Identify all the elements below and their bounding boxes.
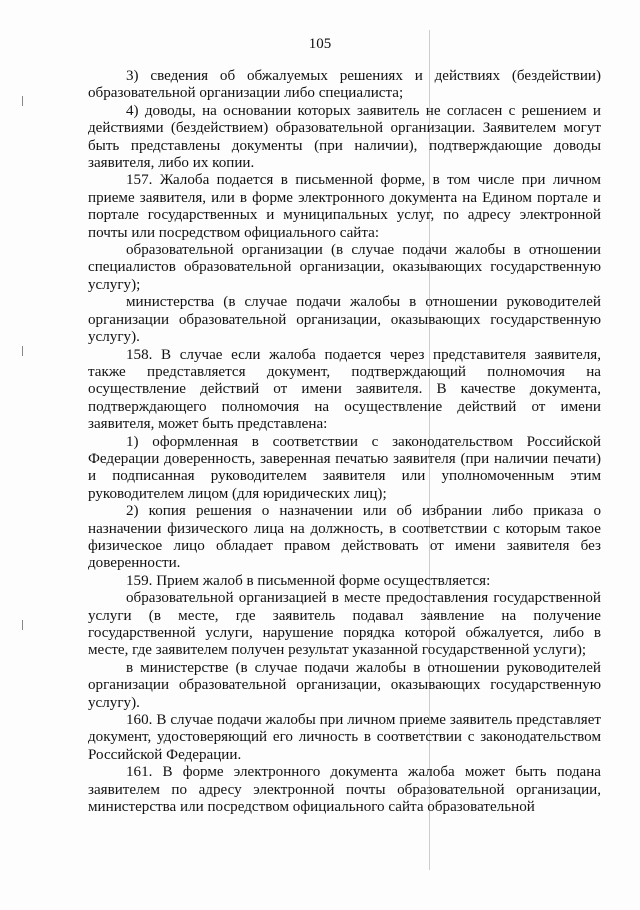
document-body: [88, 68, 601, 816]
paragraph-item-3: 3) сведения об обжалуемых решениях и действиях (бездействии) образовательной организации либо специалиста;: [88, 68, 601, 102]
paragraph-161: 161. В форме электронного документа жалоба может быть подана заявителем по адресу электронной почты образовательной организации, министерства или посредством официального сайта образовательной: [88, 764, 601, 816]
paragraph-159-ministry: в министерстве (в случае подачи жалобы в отношении руководителей организации образовательной организации, оказывающих государственную услугу).: [88, 659, 601, 711]
paragraph-158: 158. В случае если жалоба подается через представителя заявителя, также представляется документ, подтверждающий полномочия на осуществление действий от имени заявителя. В качестве документа, подтверждающего полномочия на осуществление действий от имени заявителя, может быть представлена:: [88, 346, 601, 433]
paragraph-159-org: образовательной организацией в месте предоставления государственной услуги (в месте, где заявитель подавал заявление на получение государственной услуги, нарушение порядка которой обжалуется, либо в месте, где заявителем получен результат указанной государственной услуги);: [88, 590, 601, 659]
paragraph-item-4: 4) доводы, на основании которых заявитель не согласен с решением и действиями (бездействием) образовательной организации. Заявителем могут быть представлены документы (при наличии), подтверждающие доводы заявителя, либо их копии.: [88, 102, 601, 172]
paragraph-157-org: образовательной организации (в случае подачи жалобы в отношении специалистов образовательной организации, оказывающих государственную услугу);: [88, 242, 601, 293]
scan-mark: [22, 96, 23, 106]
paragraph-160: 160. В случае подачи жалобы при личном приеме заявитель представляет документ, удостоверяющий его личность в соответствии с законодательством Российской Федерации.: [88, 712, 601, 763]
paragraph-159: 159. Прием жалоб в письменной форме осуществляется:: [126, 572, 491, 589]
scan-mark: [22, 620, 23, 630]
page-number: 105: [308, 36, 332, 52]
paragraph-158-item-2: 2) копия решения о назначении или об избрании либо приказа о назначении физического лица на должность, в соответствии с которым такое физическое лицо обладает правом действовать от имени заявителя без доверенности.: [88, 503, 601, 572]
paragraph-157-ministry: министерства (в случае подачи жалобы в отношении руководителей организации образовательной организации, оказывающих государственную услугу).: [88, 294, 601, 346]
paragraph-157: 157. Жалоба подается в письменной форме, в том числе при личном приеме заявителя, или в форме электронного документа на Едином портале и портале государственных и муниципальных услуг, по адресу электронной почты или посредством официального сайта:: [88, 172, 601, 241]
paragraph-158-item-1: 1) оформленная в соответствии с законодательством Российской Федерации доверенность, заверенная печатью заявителя (при наличии печати) и подписанная руководителем заявителя или уполномоченным этим руководителем лицом (для юридических лиц);: [88, 433, 601, 502]
scan-mark: [22, 346, 23, 356]
